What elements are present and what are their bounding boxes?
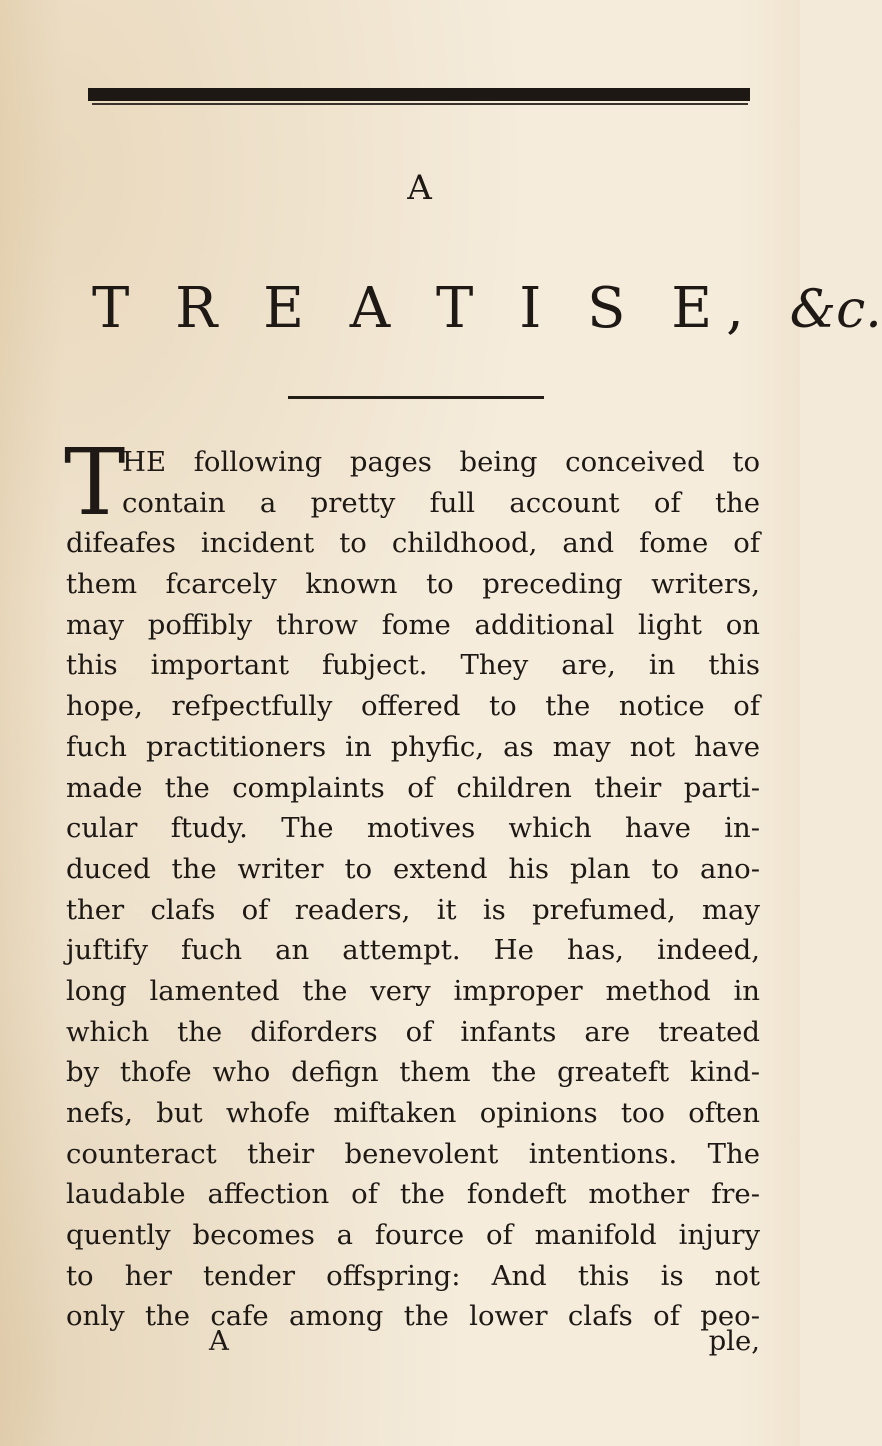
drop-cap: T xyxy=(64,429,126,536)
page-title xyxy=(92,276,882,341)
text-line: quently becomes a fource of manifold injury xyxy=(66,1219,760,1252)
text-line: counteract their benevolent intentions. The xyxy=(66,1137,760,1170)
text-line: contain a pretty full account of the xyxy=(122,486,760,519)
text-line: by thofe who defign them the greateft kind- xyxy=(66,1056,760,1089)
text-line: only the cafe among the lower clafs of peo- xyxy=(66,1300,760,1333)
text-line: cular ftudy. The motives which have in- xyxy=(66,812,760,845)
text-line: hope, refpectfully offered to the notice of xyxy=(66,690,760,723)
text-line: made the complaints of children their parti- xyxy=(66,771,760,804)
text-line: fuch practitioners in phyfic, as may not have xyxy=(66,730,760,763)
text-line: juftify fuch an attempt. He has, indeed, xyxy=(66,934,760,967)
top-ornamental-rule xyxy=(88,88,750,101)
heading-article: A xyxy=(407,168,433,208)
section-divider xyxy=(288,396,544,399)
title-suffix: &c. xyxy=(789,280,882,340)
text-line: to her tender offspring: And this is not xyxy=(66,1259,760,1292)
text-line: difeafes incident to childhood, and fome of xyxy=(66,527,760,560)
text-line: nefs, but whofe miftaken opinions too often xyxy=(66,1097,760,1129)
text-line: HE following pages being conceived to xyxy=(122,446,760,478)
signature-mark: A xyxy=(209,1325,229,1357)
page-footer xyxy=(66,1325,760,1365)
text-line: may poffibly throw fome additional light on xyxy=(66,608,760,641)
top-thin-rule xyxy=(92,103,748,105)
text-line: laudable affection of the fondeft mother fre- xyxy=(66,1178,760,1211)
text-line: duced the writer to extend his plan to ano- xyxy=(66,852,760,885)
body-paragraph xyxy=(64,429,760,1337)
text-line: this important fubject. They are, in this xyxy=(66,649,760,682)
catchword: ple, xyxy=(708,1325,760,1357)
text-line: them fcarcely known to preceding writers, xyxy=(66,568,760,601)
text-line: which the diforders of infants are treated xyxy=(66,1015,760,1048)
text-line: ther clafs of readers, it is prefumed, may xyxy=(66,893,760,926)
title-text: T R E A T I S E, xyxy=(92,276,758,341)
text-line: long lamented the very improper method in xyxy=(66,974,760,1007)
